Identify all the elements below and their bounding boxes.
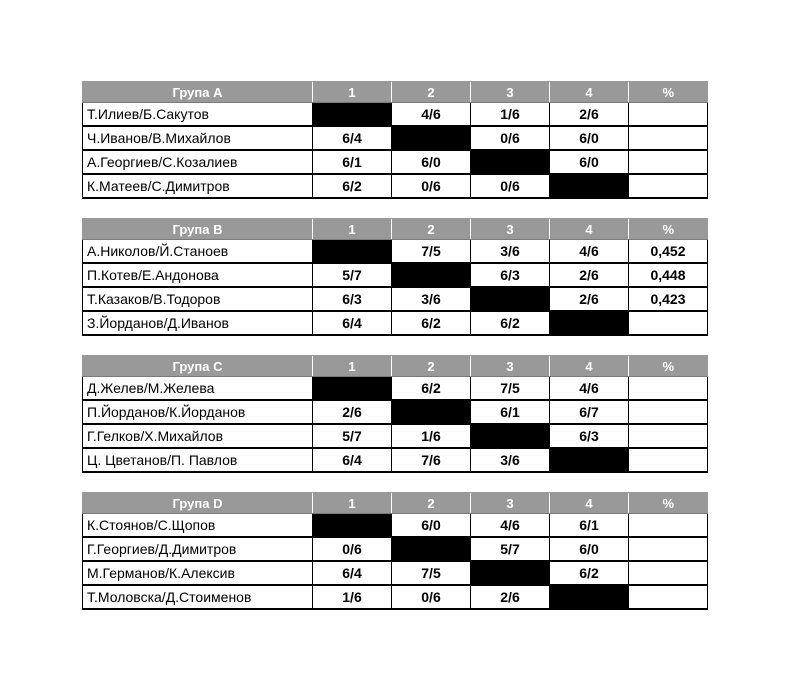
blocked-cell <box>550 174 629 198</box>
blocked-cell <box>550 311 629 335</box>
result-cell: 6/7 <box>550 400 629 424</box>
pair-name: Т.Илиев/Б.Сакутов <box>83 103 313 127</box>
percent-cell <box>629 514 708 538</box>
pair-name: П.Котев/Е.Андонова <box>83 263 313 287</box>
result-cell: 4/6 <box>392 103 471 127</box>
pair-name: П.Йорданов/К.Йорданов <box>83 400 313 424</box>
result-cell: 1/6 <box>313 585 392 609</box>
column-header-4: 4 <box>550 493 629 514</box>
group-title: Група D <box>83 493 313 514</box>
percent-cell <box>629 537 708 561</box>
result-cell: 3/6 <box>471 448 550 472</box>
table-row <box>83 311 708 335</box>
result-cell: 2/6 <box>550 103 629 127</box>
table-row <box>83 103 708 127</box>
group-title: Група С <box>83 356 313 377</box>
result-cell: 3/6 <box>471 240 550 264</box>
result-cell: 7/5 <box>471 377 550 401</box>
table-row <box>83 561 708 585</box>
blocked-cell <box>550 585 629 609</box>
column-header-percent: % <box>629 219 708 240</box>
percent-cell: 0,452 <box>629 240 708 264</box>
result-cell: 6/1 <box>471 400 550 424</box>
result-cell: 4/6 <box>471 514 550 538</box>
blocked-cell <box>392 537 471 561</box>
group-b-table <box>82 218 708 336</box>
percent-cell <box>629 448 708 472</box>
blocked-cell <box>471 424 550 448</box>
percent-cell <box>629 400 708 424</box>
percent-cell: 0,448 <box>629 263 708 287</box>
result-cell: 6/2 <box>392 311 471 335</box>
percent-cell <box>629 311 708 335</box>
percent-cell <box>629 103 708 127</box>
result-cell: 6/0 <box>392 150 471 174</box>
result-cell: 6/4 <box>313 448 392 472</box>
result-cell: 0/6 <box>313 537 392 561</box>
blocked-cell <box>392 400 471 424</box>
result-cell: 0/6 <box>392 174 471 198</box>
group-header-row <box>83 493 708 514</box>
column-header-4: 4 <box>550 356 629 377</box>
percent-cell <box>629 585 708 609</box>
result-cell: 7/6 <box>392 448 471 472</box>
result-cell: 5/7 <box>471 537 550 561</box>
result-cell: 2/6 <box>550 263 629 287</box>
blocked-cell <box>471 150 550 174</box>
result-cell: 6/4 <box>313 126 392 150</box>
blocked-cell <box>313 240 392 264</box>
result-cell: 6/1 <box>313 150 392 174</box>
group-d-table <box>82 492 708 610</box>
result-cell: 4/6 <box>550 377 629 401</box>
column-header-percent: % <box>629 356 708 377</box>
result-cell: 6/2 <box>392 377 471 401</box>
result-cell: 6/4 <box>313 561 392 585</box>
column-header-percent: % <box>629 493 708 514</box>
result-cell: 6/0 <box>550 126 629 150</box>
result-cell: 6/2 <box>471 311 550 335</box>
column-header-3: 3 <box>471 493 550 514</box>
table-row <box>83 126 708 150</box>
blocked-cell <box>313 103 392 127</box>
result-cell: 6/3 <box>550 424 629 448</box>
result-cell: 3/6 <box>392 287 471 311</box>
pair-name: Д.Желев/М.Желева <box>83 377 313 401</box>
table-row <box>83 448 708 472</box>
table-row <box>83 424 708 448</box>
percent-cell <box>629 126 708 150</box>
result-cell: 2/6 <box>550 287 629 311</box>
column-header-1: 1 <box>313 493 392 514</box>
percent-cell <box>629 150 708 174</box>
result-cell: 6/0 <box>550 150 629 174</box>
group-header-row <box>83 82 708 103</box>
blocked-cell <box>392 126 471 150</box>
pair-name: К.Стоянов/С.Щопов <box>83 514 313 538</box>
result-cell: 0/6 <box>392 585 471 609</box>
table-row <box>83 585 708 609</box>
result-cell: 7/5 <box>392 240 471 264</box>
table-row <box>83 174 708 198</box>
column-header-3: 3 <box>471 219 550 240</box>
result-cell: 6/2 <box>550 561 629 585</box>
pair-name: Т.Казаков/В.Тодоров <box>83 287 313 311</box>
result-cell: 0/6 <box>471 174 550 198</box>
column-header-1: 1 <box>313 82 392 103</box>
group-a-table <box>82 81 708 199</box>
result-cell: 5/7 <box>313 263 392 287</box>
result-cell: 6/3 <box>471 263 550 287</box>
group-header-row <box>83 356 708 377</box>
pair-name: М.Германов/К.Алексив <box>83 561 313 585</box>
pair-name: Т.Моловска/Д.Стоименов <box>83 585 313 609</box>
group-title: Група А <box>83 82 313 103</box>
pair-name: Г.Гелков/Х.Михайлов <box>83 424 313 448</box>
group-header-row <box>83 219 708 240</box>
result-cell: 7/5 <box>392 561 471 585</box>
result-cell: 6/3 <box>313 287 392 311</box>
group-title: Група В <box>83 219 313 240</box>
result-cell: 6/4 <box>313 311 392 335</box>
column-header-4: 4 <box>550 219 629 240</box>
blocked-cell <box>392 263 471 287</box>
result-cell: 0/6 <box>471 126 550 150</box>
column-header-2: 2 <box>392 493 471 514</box>
column-header-1: 1 <box>313 219 392 240</box>
column-header-3: 3 <box>471 356 550 377</box>
result-cell: 2/6 <box>313 400 392 424</box>
result-cell: 1/6 <box>392 424 471 448</box>
table-row <box>83 400 708 424</box>
column-header-2: 2 <box>392 82 471 103</box>
blocked-cell <box>313 377 392 401</box>
group-c-table <box>82 355 708 473</box>
blocked-cell <box>471 287 550 311</box>
column-header-4: 4 <box>550 82 629 103</box>
column-header-3: 3 <box>471 82 550 103</box>
table-row <box>83 287 708 311</box>
pair-name: Ц. Цветанов/П. Павлов <box>83 448 313 472</box>
column-header-percent: % <box>629 82 708 103</box>
pair-name: К.Матеев/С.Димитров <box>83 174 313 198</box>
column-header-2: 2 <box>392 356 471 377</box>
result-cell: 6/2 <box>313 174 392 198</box>
table-row <box>83 377 708 401</box>
result-cell: 2/6 <box>471 585 550 609</box>
table-row <box>83 514 708 538</box>
percent-cell: 0,423 <box>629 287 708 311</box>
result-cell: 4/6 <box>550 240 629 264</box>
pair-name: Г.Георгиев/Д.Димитров <box>83 537 313 561</box>
blocked-cell <box>550 448 629 472</box>
result-cell: 6/1 <box>550 514 629 538</box>
table-row <box>83 150 708 174</box>
result-cell: 5/7 <box>313 424 392 448</box>
result-cell: 6/0 <box>392 514 471 538</box>
percent-cell <box>629 377 708 401</box>
table-row <box>83 537 708 561</box>
column-header-2: 2 <box>392 219 471 240</box>
table-row <box>83 263 708 287</box>
pair-name: А.Георгиев/С.Козалиев <box>83 150 313 174</box>
blocked-cell <box>471 561 550 585</box>
result-cell: 1/6 <box>471 103 550 127</box>
pair-name: З.Йорданов/Д.Иванов <box>83 311 313 335</box>
percent-cell <box>629 561 708 585</box>
pair-name: Ч.Иванов/В.Михайлов <box>83 126 313 150</box>
column-header-1: 1 <box>313 356 392 377</box>
result-cell: 6/0 <box>550 537 629 561</box>
percent-cell <box>629 424 708 448</box>
blocked-cell <box>313 514 392 538</box>
pair-name: А.Николов/Й.Станоев <box>83 240 313 264</box>
table-row <box>83 240 708 264</box>
percent-cell <box>629 174 708 198</box>
